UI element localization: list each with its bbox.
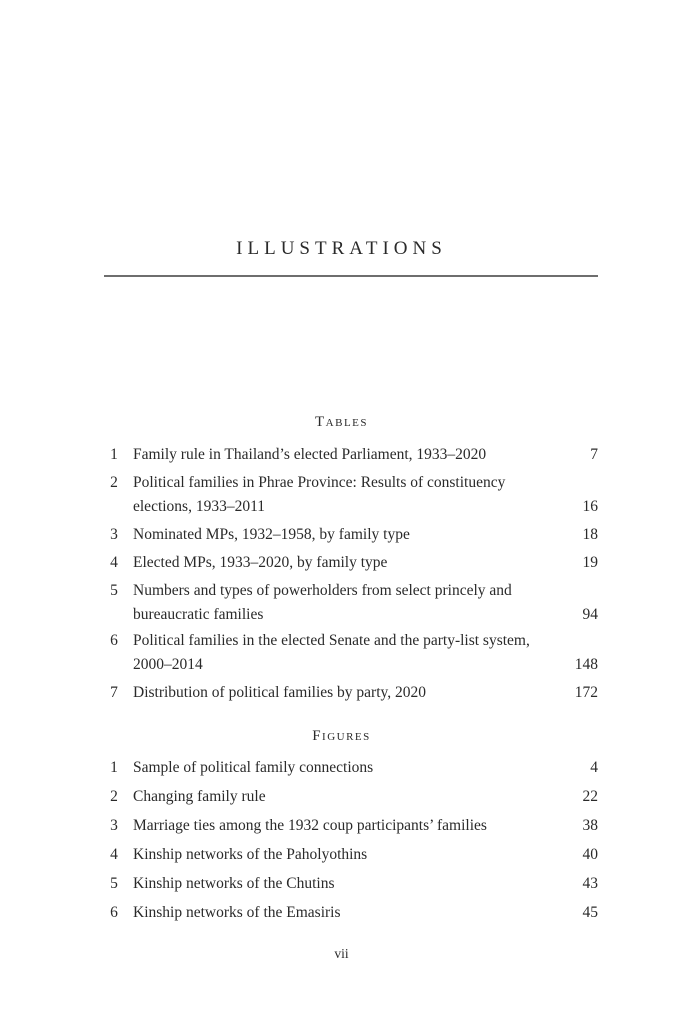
entry-title: Political families in the elected Senate and the party-list system, 2000–2014 [133, 632, 530, 673]
entry-title: Changing family rule [133, 788, 266, 805]
entry-title: Family rule in Thailand’s elected Parliament, 1933–2020 [133, 446, 487, 463]
entry-page: 40 [582, 846, 598, 863]
entry-page: 148 [574, 656, 598, 673]
table-entry [104, 443, 598, 467]
table-entry [104, 629, 598, 677]
entry-number: 5 [110, 582, 118, 599]
entry-number: 6 [110, 632, 118, 649]
entry-number: 2 [110, 474, 118, 491]
entry-page: 4 [590, 759, 598, 776]
page-title: ILLUSTRATIONS [236, 238, 447, 259]
entry-title: Sample of political family connections [133, 759, 374, 776]
figure-entry [104, 756, 598, 780]
entry-number: 1 [110, 446, 118, 463]
entry-number: 3 [110, 817, 118, 834]
entry-number: 4 [110, 554, 118, 571]
table-entry [104, 681, 598, 705]
entry-title: Distribution of political families by party, 2020 [133, 684, 427, 701]
entry-title: Kinship networks of the Paholyothins [133, 846, 368, 863]
figure-entry [104, 872, 598, 896]
figure-entry [104, 814, 598, 838]
entry-title: Elected MPs, 1933–2020, by family type [133, 554, 388, 571]
entry-page: 16 [582, 498, 598, 515]
entry-number: 5 [110, 875, 118, 892]
entry-title: Kinship networks of the Chutins [133, 875, 335, 892]
entry-page: 43 [582, 875, 598, 892]
entry-page: 38 [582, 817, 598, 834]
entry-number: 1 [110, 759, 118, 776]
table-entry [104, 523, 598, 547]
table-entry [104, 471, 598, 519]
entry-page: 22 [582, 788, 598, 805]
entry-title: Kinship networks of the Emasiris [133, 904, 341, 921]
entry-title: Marriage ties among the 1932 coup participants’ families [133, 817, 487, 834]
entry-title: Numbers and types of powerholders from select princely and bureaucratic families [133, 582, 512, 623]
entry-page: 94 [582, 606, 598, 623]
figures-heading: Figures [312, 728, 371, 744]
entry-page: 18 [582, 526, 598, 543]
page-number: vii [334, 946, 349, 961]
entry-title: Political families in Phrae Province: Results of constituency elections, 1933–2011 [133, 474, 506, 515]
table-entry [104, 551, 598, 575]
entry-number: 3 [110, 526, 118, 543]
entry-number: 6 [110, 904, 118, 921]
tables-heading: Tables [315, 414, 368, 430]
figure-entry [104, 901, 598, 925]
entry-page: 7 [590, 446, 598, 463]
title-rule [104, 275, 598, 277]
figure-entry [104, 785, 598, 809]
entry-page: 172 [574, 684, 598, 701]
table-entry [104, 579, 598, 627]
entry-page: 45 [582, 904, 598, 921]
entry-page: 19 [582, 554, 598, 571]
figure-entry [104, 843, 598, 867]
entry-title: Nominated MPs, 1932–1958, by family type [133, 526, 410, 543]
entry-number: 2 [110, 788, 118, 805]
entry-number: 4 [110, 846, 118, 863]
entry-number: 7 [110, 684, 118, 701]
